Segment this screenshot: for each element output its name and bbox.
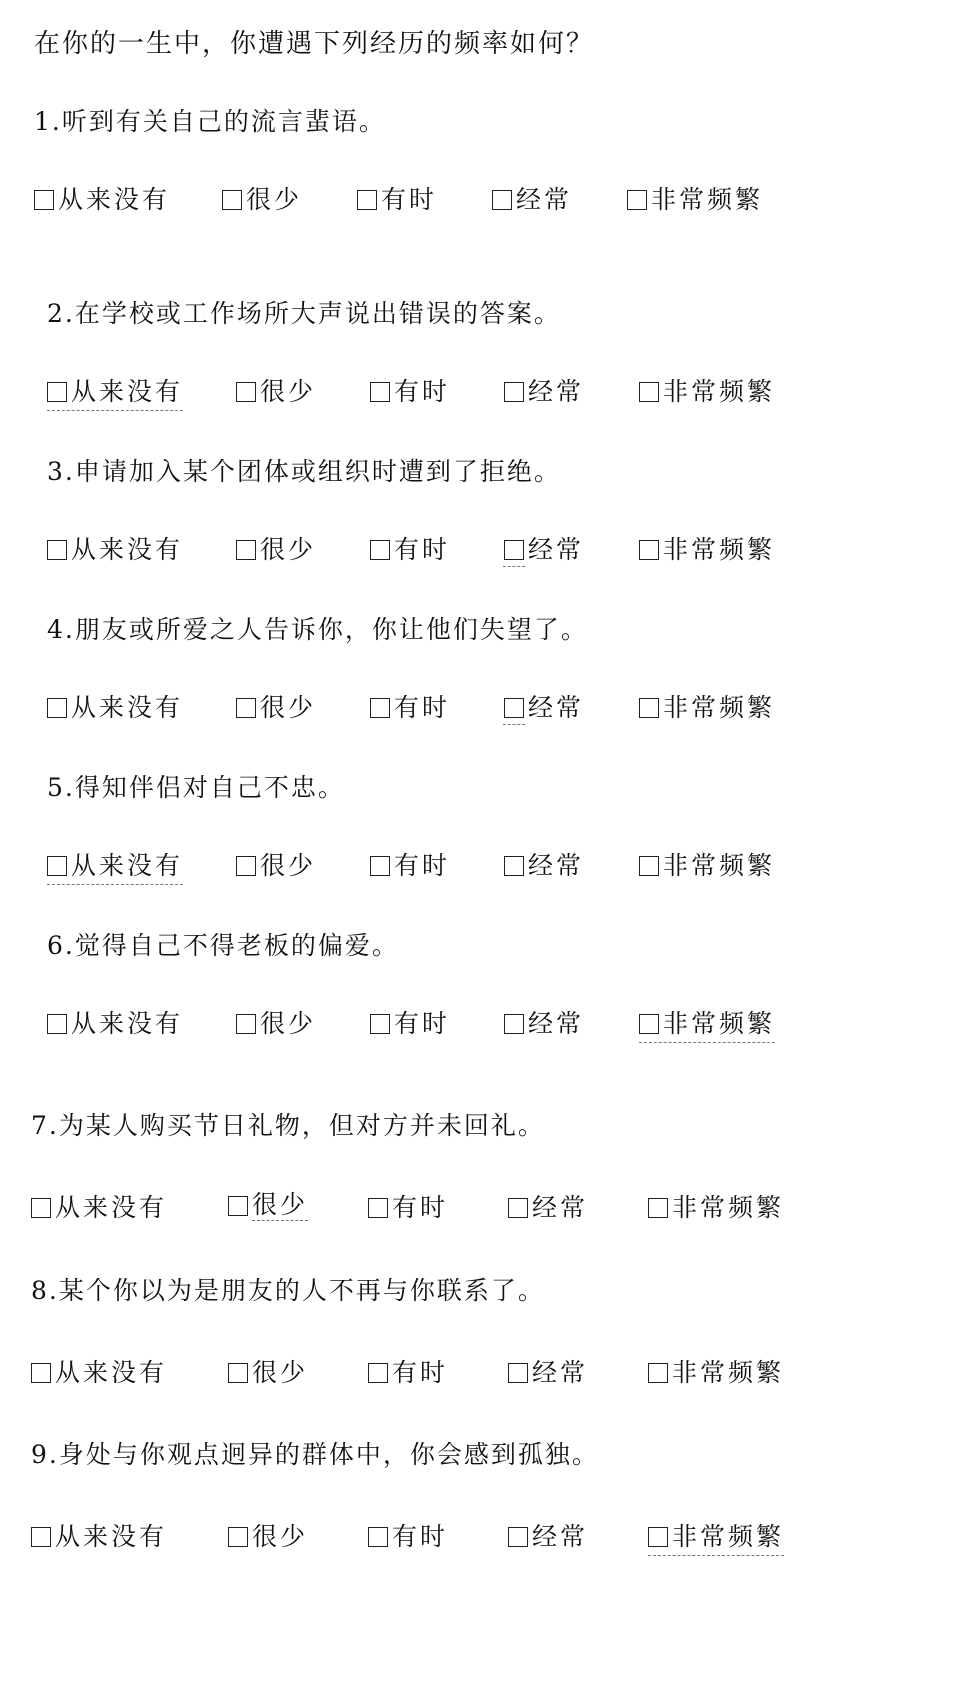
- question-3-text: 3.申请加入某个团体或组织时遭到了拒绝。: [47, 457, 561, 486]
- question-2-option-sometimes[interactable]: [370, 374, 450, 410]
- question-7-option-rarely[interactable]: [228, 1190, 308, 1221]
- question-7-option-sometimes[interactable]: [368, 1190, 448, 1226]
- option-label: 有时: [394, 693, 451, 722]
- checkbox[interactable]: [648, 1198, 668, 1218]
- checkbox[interactable]: [639, 698, 659, 718]
- question-9-option-sometimes[interactable]: [368, 1519, 448, 1555]
- option-label: 经常: [528, 851, 585, 880]
- checkbox[interactable]: [236, 540, 256, 560]
- option-label: 从来没有: [55, 1522, 168, 1551]
- option-label: 很少: [252, 1190, 309, 1219]
- question-7-text: 7.为某人购买节日礼物，但对方并未回礼。: [31, 1111, 545, 1140]
- question-8-options: [0, 1355, 900, 1391]
- checkbox[interactable]: [368, 1363, 388, 1383]
- option-label: 经常: [516, 185, 573, 214]
- checkbox[interactable]: [648, 1527, 668, 1547]
- checkbox[interactable]: [236, 1014, 256, 1034]
- option-label: 经常: [532, 1358, 589, 1387]
- question-5-option-never[interactable]: [47, 848, 183, 885]
- option-label: 有时: [392, 1522, 449, 1551]
- question-1-option-very-often[interactable]: [627, 182, 763, 218]
- checkbox[interactable]: [47, 856, 67, 876]
- option-label: 非常频繁: [663, 535, 776, 564]
- checkbox[interactable]: [370, 856, 390, 876]
- question-4-option-sometimes[interactable]: [370, 690, 450, 726]
- checkbox[interactable]: [31, 1363, 51, 1383]
- option-label: 很少: [260, 535, 317, 564]
- question-1-option-rarely[interactable]: [222, 182, 302, 218]
- question-9-option-never[interactable]: [31, 1519, 167, 1555]
- checkbox[interactable]: [504, 1014, 524, 1034]
- option-label: 很少: [252, 1522, 309, 1551]
- question-5-option-often[interactable]: [504, 848, 584, 884]
- checkbox[interactable]: [368, 1527, 388, 1547]
- checkbox[interactable]: [47, 1014, 67, 1034]
- checkbox[interactable]: [504, 540, 524, 560]
- question-6-option-sometimes[interactable]: [370, 1006, 450, 1042]
- checkbox[interactable]: [228, 1527, 248, 1547]
- option-label: 经常: [532, 1193, 589, 1222]
- checkbox[interactable]: [228, 1363, 248, 1383]
- question-3-option-never[interactable]: [47, 532, 183, 568]
- question-2-options: [0, 374, 900, 410]
- intro-text: 在你的一生中，你遭遇下列经历的频率如何？: [34, 29, 595, 59]
- checkbox[interactable]: [368, 1198, 388, 1218]
- question-9-option-often[interactable]: [508, 1519, 588, 1555]
- checkbox[interactable]: [34, 190, 54, 210]
- question-2-option-often[interactable]: [504, 374, 584, 410]
- checkbox[interactable]: [639, 856, 659, 876]
- checkbox[interactable]: [492, 190, 512, 210]
- question-9-option-very-often[interactable]: [648, 1519, 784, 1556]
- option-label: 经常: [528, 693, 585, 722]
- question-3-option-often[interactable]: [504, 532, 584, 568]
- checkbox[interactable]: [639, 540, 659, 560]
- option-label: 非常频繁: [672, 1522, 785, 1551]
- question-9-text: 9.身处与你观点迥异的群体中，你会感到孤独。: [31, 1440, 599, 1469]
- option-label: 非常频繁: [663, 377, 776, 406]
- option-label: 很少: [246, 185, 303, 214]
- question-4-option-very-often[interactable]: [639, 690, 775, 726]
- checkbox[interactable]: [370, 382, 390, 402]
- question-6-options: [0, 1006, 900, 1042]
- checkbox[interactable]: [47, 540, 67, 560]
- option-label: 有时: [394, 377, 451, 406]
- option-label: 有时: [392, 1358, 449, 1387]
- question-1-option-often[interactable]: [492, 182, 572, 218]
- option-label: 非常频繁: [663, 693, 776, 722]
- checkbox[interactable]: [236, 382, 256, 402]
- option-label: 非常频繁: [672, 1358, 785, 1387]
- question-6-option-very-often[interactable]: [639, 1006, 775, 1043]
- option-label: 从来没有: [55, 1358, 168, 1387]
- option-label: 很少: [260, 693, 317, 722]
- question-4-option-never[interactable]: [47, 690, 183, 726]
- option-label: 有时: [394, 535, 451, 564]
- question-6-option-never[interactable]: [47, 1006, 183, 1042]
- option-label: 从来没有: [71, 1009, 184, 1038]
- question-2-text: 2.在学校或工作场所大声说出错误的答案。: [47, 299, 561, 328]
- option-label: 从来没有: [71, 377, 184, 406]
- option-label: 经常: [528, 377, 585, 406]
- question-7-option-often[interactable]: [508, 1190, 588, 1226]
- question-1-option-never[interactable]: [34, 182, 170, 218]
- question-9-option-rarely[interactable]: [228, 1519, 308, 1555]
- checkbox[interactable]: [370, 1014, 390, 1034]
- question-7-option-never[interactable]: [31, 1190, 167, 1226]
- checkbox[interactable]: [236, 856, 256, 876]
- question-1-option-sometimes[interactable]: [357, 182, 437, 218]
- option-label: 非常频繁: [651, 185, 764, 214]
- option-label: 从来没有: [71, 693, 184, 722]
- question-7-options: [0, 1190, 900, 1226]
- checkbox[interactable]: [31, 1198, 51, 1218]
- question-1-options: [0, 182, 900, 218]
- question-4-option-rarely[interactable]: [236, 690, 316, 726]
- question-9-options: [0, 1519, 900, 1555]
- question-8-option-rarely[interactable]: [228, 1355, 308, 1391]
- option-label: 有时: [381, 185, 438, 214]
- question-8-text: 8.某个你以为是朋友的人不再与你联系了。: [31, 1276, 545, 1305]
- checkbox[interactable]: [508, 1363, 528, 1383]
- question-2-option-very-often[interactable]: [639, 374, 775, 410]
- checkbox[interactable]: [222, 190, 242, 210]
- question-5-option-rarely[interactable]: [236, 848, 316, 884]
- checkbox[interactable]: [504, 856, 524, 876]
- option-label: 从来没有: [58, 185, 171, 214]
- option-label: 有时: [394, 1009, 451, 1038]
- question-8-option-sometimes[interactable]: [368, 1355, 448, 1391]
- option-label: 很少: [260, 851, 317, 880]
- question-8-option-often[interactable]: [508, 1355, 588, 1391]
- question-3-options: [0, 532, 900, 568]
- checkbox[interactable]: [639, 1014, 659, 1034]
- option-label: 很少: [260, 1009, 317, 1038]
- question-3-option-rarely[interactable]: [236, 532, 316, 568]
- checkbox[interactable]: [47, 382, 67, 402]
- question-8-option-very-often[interactable]: [648, 1355, 784, 1391]
- option-label: 非常频繁: [663, 1009, 776, 1038]
- question-1-text: 1.听到有关自己的流言蜚语。: [34, 107, 386, 136]
- option-label: 很少: [252, 1358, 309, 1387]
- option-label: 非常频繁: [663, 851, 776, 880]
- checkbox[interactable]: [508, 1527, 528, 1547]
- option-label: 有时: [394, 851, 451, 880]
- question-5-options: [0, 848, 900, 884]
- question-2-option-never[interactable]: [47, 374, 183, 411]
- checkbox[interactable]: [627, 190, 647, 210]
- question-8-option-never[interactable]: [31, 1355, 167, 1391]
- question-6-option-often[interactable]: [504, 1006, 584, 1042]
- question-3-option-sometimes[interactable]: [370, 532, 450, 568]
- question-2-option-rarely[interactable]: [236, 374, 316, 410]
- checkbox[interactable]: [236, 698, 256, 718]
- question-5-text: 5.得知伴侣对自己不忠。: [47, 773, 345, 802]
- option-label: 非常频繁: [672, 1193, 785, 1222]
- option-label: 经常: [528, 1009, 585, 1038]
- checkbox[interactable]: [504, 698, 524, 718]
- checkbox[interactable]: [508, 1198, 528, 1218]
- checkbox[interactable]: [228, 1196, 248, 1216]
- question-6-option-rarely[interactable]: [236, 1006, 316, 1042]
- option-label: 从来没有: [71, 851, 184, 880]
- checkbox[interactable]: [370, 698, 390, 718]
- checkbox[interactable]: [47, 698, 67, 718]
- checkbox[interactable]: [370, 540, 390, 560]
- question-4-text: 4.朋友或所爱之人告诉你，你让他们失望了。: [47, 615, 588, 644]
- checkbox[interactable]: [648, 1363, 668, 1383]
- checkbox[interactable]: [31, 1527, 51, 1547]
- checkbox[interactable]: [639, 382, 659, 402]
- question-4-options: [0, 690, 900, 726]
- option-label: 经常: [532, 1522, 589, 1551]
- option-label: 很少: [260, 377, 317, 406]
- option-label: 从来没有: [55, 1193, 168, 1222]
- option-label: 有时: [392, 1193, 449, 1222]
- question-4-option-often[interactable]: [504, 690, 584, 726]
- option-label: 经常: [528, 535, 585, 564]
- question-5-option-sometimes[interactable]: [370, 848, 450, 884]
- question-6-text: 6.觉得自己不得老板的偏爱。: [47, 931, 399, 960]
- checkbox[interactable]: [357, 190, 377, 210]
- question-7-option-very-often[interactable]: [648, 1190, 784, 1226]
- checkbox[interactable]: [504, 382, 524, 402]
- option-label: 从来没有: [71, 535, 184, 564]
- question-3-option-very-often[interactable]: [639, 532, 775, 568]
- question-5-option-very-often[interactable]: [639, 848, 775, 884]
